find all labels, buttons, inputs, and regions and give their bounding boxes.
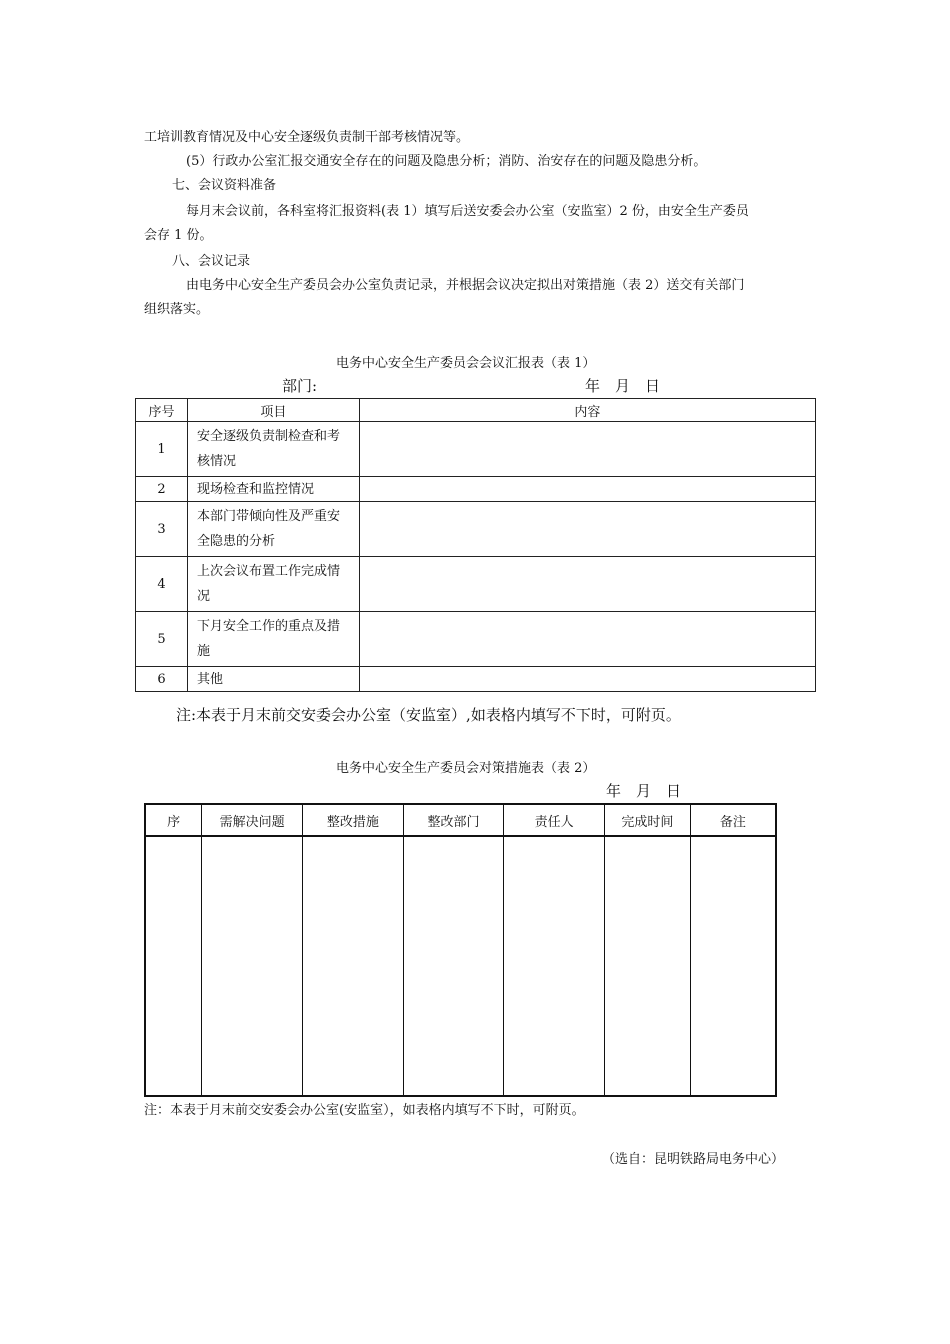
empty-cell[interactable]	[605, 836, 691, 1096]
row-number: 2	[136, 477, 188, 502]
row-item: 安全逐级负责制检查和考核情况	[187, 422, 359, 477]
row-content-cell[interactable]	[359, 557, 815, 612]
header-cell: 整改措施	[303, 804, 404, 836]
table1-note: 注:本表于月末前交安委会办公室（安监室）,如表格内填写不下时，可附页。	[176, 706, 681, 724]
empty-cell[interactable]	[303, 836, 404, 1096]
row-number: 3	[136, 502, 188, 557]
row-content-cell[interactable]	[359, 612, 815, 667]
row-content-cell[interactable]	[359, 422, 815, 477]
table2-title: 电务中心安全生产委员会对策措施表（表 2）	[336, 761, 596, 776]
table-row	[136, 557, 816, 612]
empty-cell[interactable]	[202, 836, 303, 1096]
measures-table	[144, 803, 777, 1097]
header-cell: 备注	[690, 804, 776, 836]
table1-dept-label: 部门:	[282, 377, 318, 395]
table-row	[136, 422, 816, 477]
paragraph-line: 会存 1 份。	[144, 228, 213, 243]
row-number: 6	[136, 667, 188, 692]
row-item: 下月安全工作的重点及措施	[187, 612, 359, 667]
row-item: 现场检查和监控情况	[187, 477, 359, 502]
header-cell: 序号	[136, 399, 188, 422]
table-row	[136, 502, 816, 557]
section-heading: 七、会议资料准备	[172, 178, 277, 193]
table2-note: 注：本表于月末前交安委会办公室(安监室），如表格内填写不下时，可附页。	[144, 1103, 585, 1118]
paragraph-line: (5）行政办公室汇报交通安全存在的问题及隐患分析；消防、治安存在的问题及隐患分析。	[186, 154, 707, 169]
empty-cell[interactable]	[403, 836, 504, 1096]
row-number: 1	[136, 422, 188, 477]
section-heading: 八、会议记录	[172, 254, 251, 269]
table-row	[136, 667, 816, 692]
header-cell: 序	[145, 804, 202, 836]
row-content-cell[interactable]	[359, 477, 815, 502]
row-content-cell[interactable]	[359, 502, 815, 557]
row-item: 本部门带倾向性及严重安全隐患的分析	[187, 502, 359, 557]
table-row	[136, 477, 816, 502]
paragraph-line: 组织落实。	[144, 302, 210, 317]
paragraph-line: 每月末会议前，各科室将汇报资料(表 1）填写后送安委会办公室（安监室）2 份，由安全生产委员	[186, 204, 749, 219]
header-cell: 责任人	[504, 804, 605, 836]
header-cell: 需解决问题	[202, 804, 303, 836]
table2-date-label: 年 月 日	[606, 782, 682, 800]
row-item: 上次会议布置工作完成情况	[187, 557, 359, 612]
table-header-row	[136, 399, 816, 422]
header-cell: 内容	[359, 399, 815, 422]
row-number: 5	[136, 612, 188, 667]
empty-cell[interactable]	[145, 836, 202, 1096]
table1-title: 电务中心安全生产委员会会议汇报表（表 1）	[336, 356, 596, 371]
source-attribution: （选自：昆明铁路局电务中心）	[602, 1152, 785, 1167]
paragraph-line: 工培训教育情况及中心安全逐级负责制干部考核情况等。	[144, 130, 470, 145]
table1-date-label: 年 月 日	[585, 377, 661, 395]
paragraph-line: 由电务中心安全生产委员会办公室负责记录，并根据会议决定拟出对策措施（表 2）送交有关部门	[186, 278, 745, 293]
empty-cell[interactable]	[690, 836, 776, 1096]
report-table	[135, 398, 816, 692]
header-cell: 完成时间	[605, 804, 691, 836]
row-item: 其他	[187, 667, 359, 692]
header-cell: 整改部门	[403, 804, 504, 836]
empty-cell[interactable]	[504, 836, 605, 1096]
table-row	[136, 612, 816, 667]
table-row	[145, 836, 776, 1096]
row-number: 4	[136, 557, 188, 612]
header-cell: 项目	[187, 399, 359, 422]
table-header-row	[145, 804, 776, 836]
row-content-cell[interactable]	[359, 667, 815, 692]
